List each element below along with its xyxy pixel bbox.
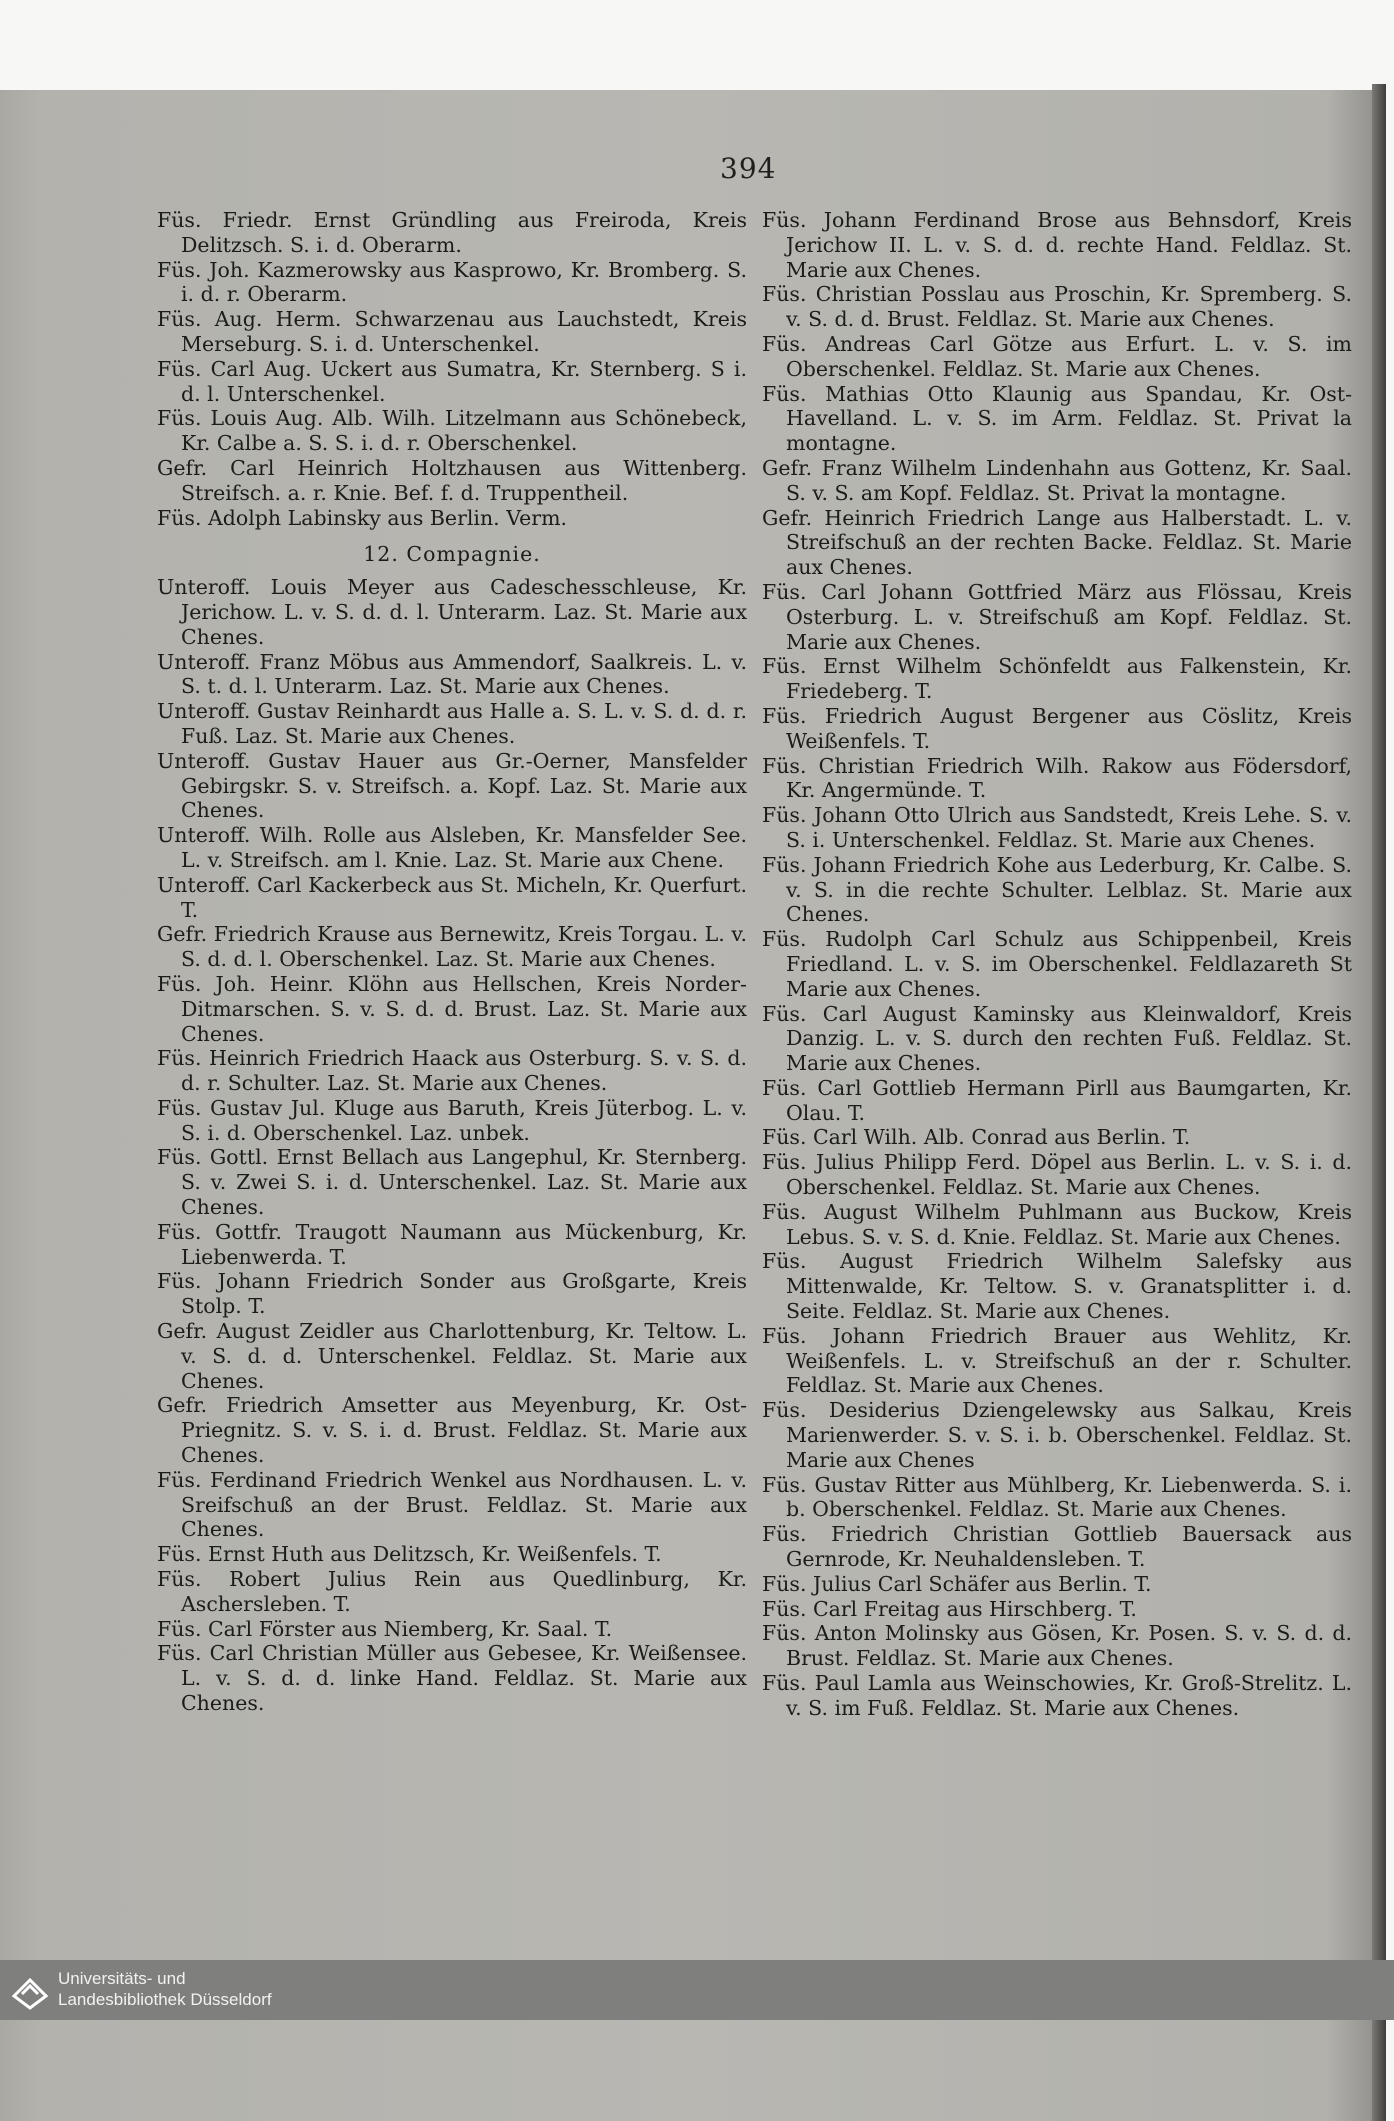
library-name bbox=[58, 1968, 272, 2010]
casualty-entry: Füs. Louis Aug. Alb. Wilh. Litzelmann aus Schönebeck, Kr. Calbe a. S. S. i. d. r. Oberschenkel. bbox=[157, 406, 747, 456]
casualty-entry: Füs. August Wilhelm Puhlmann aus Buckow, Kreis Lebus. S. v. S. d. Knie. Feldlaz. St. Marie aux Chenes. bbox=[762, 1199, 1352, 1249]
casualty-entry: Unteroff. Louis Meyer aus Cadeschesschleuse, Kr. Jerichow. L. v. S. d. d. l. Unterarm. Laz. St. Marie aux Chenes. bbox=[157, 575, 747, 649]
casualty-entry: Füs. Carl Aug. Uckert aus Sumatra, Kr. Sternberg. S i. d. l. Unterschenkel. bbox=[157, 356, 747, 406]
casualty-entry: Füs. Ferdinand Friedrich Wenkel aus Nordhausen. L. v. Sreifschuß an der Brust. Feldlaz. St. Marie aux Chenes. bbox=[157, 1467, 747, 1542]
casualty-entry: Füs. Anton Molinsky aus Gösen, Kr. Posen. S. v. S. d. d. Brust. Feldlaz. St. Marie aux Chenes. bbox=[762, 1621, 1352, 1671]
casualty-entry: Füs. Johann Friedrich Kohe aus Lederburg, Kr. Calbe. S. v. S. in die rechte Schulter. Lelblaz. St. Marie aux Chenes. bbox=[762, 852, 1352, 927]
casualty-entry: Gefr. Heinrich Friedrich Lange aus Halberstadt. L. v. Streifschuß an der rechten Backe. Feldlaz. St. Marie aux Chenes. bbox=[762, 505, 1352, 580]
casualty-entry: Füs. August Friedrich Wilhelm Salefsky aus Mittenwalde, Kr. Teltow. S. v. Granatsplitter i. d. Seite. Feldlaz. St. Marie aux Chenes. bbox=[762, 1249, 1352, 1324]
casualty-entry: Füs. Julius Carl Schäfer aus Berlin. T. bbox=[762, 1571, 1152, 1596]
casualty-entry: Gefr. Friedrich Amsetter aus Meyenburg, Kr. Ost-Priegnitz. S. v. S. i. d. Brust. Feldlaz. St. Marie aux Chenes. bbox=[157, 1393, 747, 1468]
casualty-entry: Füs. Carl Freitag aus Hirschberg. T. bbox=[762, 1596, 1137, 1621]
casualty-entry: Füs. Carl Wilh. Alb. Conrad aus Berlin. T. bbox=[762, 1125, 1191, 1150]
casualty-entry: Gefr. Carl Heinrich Holtzhausen aus Wittenberg. Streifsch. a. r. Knie. Bef. f. d. Truppentheil. bbox=[157, 455, 747, 505]
casualty-entry: Füs. Paul Lamla aus Weinschowies, Kr. Groß-Strelitz. L. v. S. im Fuß. Feldlaz. St. Marie aux Chenes. bbox=[762, 1671, 1352, 1720]
casualty-entry: Füs. Friedrich August Bergener aus Cöslitz, Kreis Weißenfels. T. bbox=[762, 703, 1352, 753]
casualty-entry: Füs. Adolph Labinsky aus Berlin. Verm. bbox=[157, 505, 568, 530]
casualty-entry: Füs. Johann Friedrich Sonder aus Großgarte, Kreis Stolp. T. bbox=[157, 1269, 747, 1319]
casualty-entry: Füs. Joh. Kazmerowsky aus Kasprowo, Kr. Bromberg. S. i. d. r. Oberarm. bbox=[157, 257, 747, 307]
right-column bbox=[762, 208, 1352, 1721]
casualty-entry: Füs. Gottfr. Traugott Naumann aus Mückenburg, Kr. Liebenwerda. T. bbox=[157, 1219, 747, 1269]
casualty-entry: Füs. Johann Otto Ulrich aus Sandstedt, Kreis Lehe. S. v. S. i. Unterschenkel. Feldlaz. St. Marie aux Chenes. bbox=[762, 803, 1352, 852]
library-name-line-2: Landesbibliothek Düsseldorf bbox=[58, 1990, 272, 2009]
casualty-entry: Füs. Mathias Otto Klaunig aus Spandau, Kr. Ost-Havelland. L. v. S. im Arm. Feldlaz. St. Privat la montagne. bbox=[762, 381, 1352, 456]
library-name-line-1: Universitäts- und bbox=[58, 1969, 186, 1988]
casualty-entry: Füs. Joh. Heinr. Klöhn aus Hellschen, Kreis Norder-Ditmarschen. S. v. S. d. d. Brust. Laz. St. Marie aux Chenes. bbox=[157, 971, 747, 1046]
casualty-entry: Füs. Rudolph Carl Schulz aus Schippenbeil, Kreis Friedland. L. v. S. im Oberschenkel. Feldlazareth St Marie aux Chenes. bbox=[762, 927, 1352, 1001]
ulb-logo-icon bbox=[8, 1968, 52, 2012]
casualty-entry: Unteroff. Gustav Reinhardt aus Halle a. S. L. v. S. d. d. r. Fuß. Laz. St. Marie aux Chenes. bbox=[157, 699, 747, 748]
casualty-entry: Unteroff. Carl Kackerbeck aus St. Micheln, Kr. Querfurt. T. bbox=[157, 872, 747, 922]
casualty-entry: Füs. Robert Julius Rein aus Quedlinburg, Kr. Aschersleben. T. bbox=[157, 1567, 747, 1616]
casualty-entry: Füs. Friedrich Christian Gottlieb Bauersack aus Gernrode, Kr. Neuhaldensleben. T. bbox=[762, 1522, 1352, 1572]
casualty-entry: Gefr. August Zeidler aus Charlottenburg, Kr. Teltow. L. v. S. d. d. Unterschenkel. Feldlaz. St. Marie aux Chenes. bbox=[157, 1319, 747, 1393]
casualty-entry: Füs. Gustav Ritter aus Mühlberg, Kr. Liebenwerda. S. i. b. Oberschenkel. Feldlaz. St. Marie aux Chenes. bbox=[762, 1472, 1352, 1522]
casualty-entry: Gefr. Friedrich Krause aus Bernewitz, Kreis Torgau. L. v. S. d. d. l. Oberschenkel. Laz. St. Marie aux Chenes. bbox=[157, 922, 747, 972]
casualty-entry: Füs. Johann Ferdinand Brose aus Behnsdorf, Kreis Jerichow II. L. v. S. d. d. rechte Hand. Feldlaz. St. Marie aux Chenes. bbox=[762, 208, 1352, 282]
casualty-entry: Füs. Friedr. Ernst Gründling aus Freiroda, Kreis Delitzsch. S. i. d. Oberarm. bbox=[157, 208, 747, 257]
casualty-entry: Füs. Ernst Wilhelm Schönfeldt aus Falkenstein, Kr. Friedeberg. T. bbox=[762, 654, 1352, 704]
casualty-entry: Füs. Christian Friedrich Wilh. Rakow aus Födersdorf, Kr. Angermünde. T. bbox=[762, 753, 1352, 803]
casualty-entry: Füs. Johann Friedrich Brauer aus Wehlitz, Kr. Weißenfels. L. v. Streifschuß an der r. Schulter. Feldlaz. St. Marie aux Chenes. bbox=[762, 1323, 1352, 1398]
casualty-entry: Unteroff. Wilh. Rolle aus Alsleben, Kr. Mansfelder See. L. v. Streifsch. am l. Knie. Laz. St. Marie aux Chene. bbox=[157, 823, 747, 872]
casualty-entry: Füs. Carl Johann Gottfried März aus Flössau, Kreis Osterburg. L. v. Streifschuß am Kopf. Feldlaz. St. Marie aux Chenes. bbox=[762, 579, 1352, 654]
casualty-entry: Füs. Gottl. Ernst Bellach aus Langephul, Kr. Sternberg. S. v. Zwei S. i. d. Unterschenkel. Laz. St. Marie aux Chenes. bbox=[157, 1145, 747, 1220]
casualty-entry: Füs. Aug. Herm. Schwarzenau aus Lauchstedt, Kreis Merseburg. S. i. d. Unterschenkel. bbox=[157, 307, 747, 356]
casualty-entry: Füs. Ernst Huth aus Delitzsch, Kr. Weißenfels. T. bbox=[157, 1542, 662, 1567]
casualty-entry: Füs. Carl Christian Müller aus Gebesee, Kr. Weißensee. L. v. S. d. d. linke Hand. Feldlaz. St. Marie aux Chenes. bbox=[157, 1641, 747, 1716]
casualty-entry: Füs. Christian Posslau aus Proschin, Kr. Spremberg. S. v. S. d. d. Brust. Feldlaz. St. Marie aux Chenes. bbox=[762, 282, 1352, 332]
page-number: 394 bbox=[720, 152, 777, 185]
casualty-entry: Füs. Julius Philipp Ferd. Döpel aus Berlin. L. v. S. i. d. Oberschenkel. Feldlaz. St. Marie aux Chenes. bbox=[762, 1150, 1352, 1200]
casualty-entry: Füs. Gustav Jul. Kluge aus Baruth, Kreis Jüterbog. L. v. S. i. d. Oberschenkel. Laz. unbek. bbox=[157, 1095, 747, 1145]
casualty-entry: Füs. Desiderius Dziengelewsky aus Salkau, Kreis Marienwerder. S. v. S. i. b. Oberschenkel. Feldlaz. St. Marie aux Chenes bbox=[762, 1398, 1352, 1472]
casualty-entry: Unteroff. Gustav Hauer aus Gr.-Oerner, Mansfelder Gebirgskr. S. v. Streifsch. a. Kopf. Laz. St. Marie aux Chenes. bbox=[157, 748, 747, 823]
casualty-entry: Füs. Carl Förster aus Niemberg, Kr. Saal. T. bbox=[157, 1616, 613, 1641]
casualty-entry: Füs. Andreas Carl Götze aus Erfurt. L. v. S. im Oberschenkel. Feldlaz. St. Marie aux Chenes. bbox=[762, 331, 1352, 381]
section-heading: 12. Compagnie. bbox=[363, 542, 541, 567]
casualty-entry: Gefr. Franz Wilhelm Lindenhahn aus Gottenz, Kr. Saal. S. v. S. am Kopf. Feldlaz. St. Privat la montagne. bbox=[762, 455, 1352, 505]
page-edge bbox=[1372, 84, 1386, 2121]
casualty-entry: Füs. Carl Gottlieb Hermann Pirll aus Baumgarten, Kr. Olau. T. bbox=[762, 1075, 1352, 1125]
casualty-entry: Unteroff. Franz Möbus aus Ammendorf, Saalkreis. L. v. S. t. d. l. Unterarm. Laz. St. Marie aux Chenes. bbox=[157, 649, 747, 699]
casualty-entry: Füs. Carl August Kaminsky aus Kleinwaldorf, Kreis Danzig. L. v. S. durch den rechten Fuß. Feldlaz. St. Marie aux Chenes. bbox=[762, 1001, 1352, 1076]
left-column bbox=[157, 208, 747, 1716]
casualty-entry: Füs. Heinrich Friedrich Haack aus Osterburg. S. v. S. d. d. r. Schulter. Laz. St. Marie aux Chenes. bbox=[157, 1046, 747, 1096]
